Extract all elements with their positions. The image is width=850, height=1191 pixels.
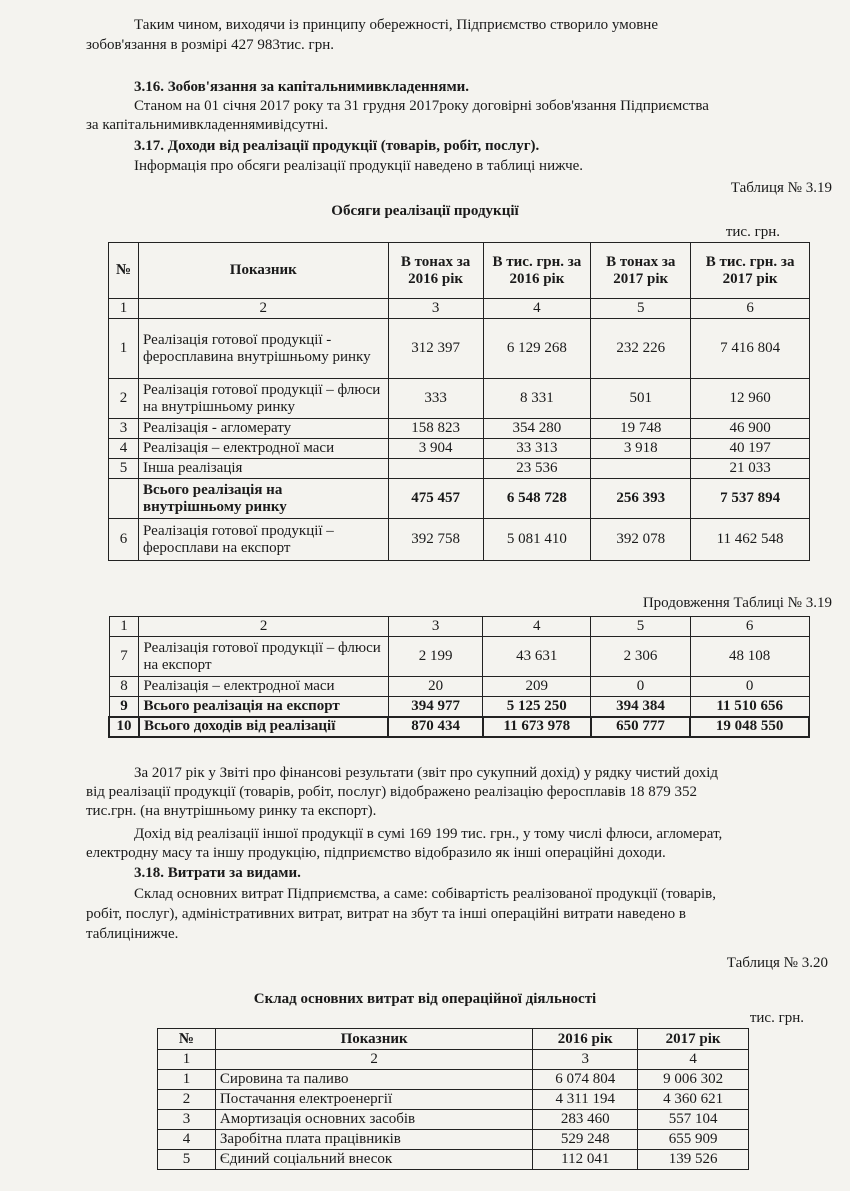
cell-value: 392 758 [388, 519, 483, 561]
cell-value: 7 416 804 [691, 319, 810, 379]
header-cell: 2016 рік [533, 1029, 638, 1050]
table-3-19-number: Таблиця № 3.19 [730, 180, 832, 196]
cell-value: 4 360 621 [638, 1090, 749, 1110]
cell-value: 392 078 [591, 519, 691, 561]
header-cell: Показник [215, 1029, 532, 1050]
row-label: Амортизація основних засобів [215, 1110, 532, 1130]
row-number: 9 [109, 697, 139, 717]
after-paragraph-2-line-2: електродну масу та іншу продукцію, підприємство відобразило як інші операційні доходи. [86, 845, 666, 861]
cell-value: 312 397 [388, 319, 483, 379]
cell-value: 12 960 [691, 379, 810, 419]
row-label: Заробітна плата працівників [215, 1130, 532, 1150]
row-label: Реалізація готової продукції – феросплави на експорт [138, 519, 388, 561]
column-number: 5 [591, 617, 691, 637]
after-paragraph-1-line-2: від реалізації продукції (товарів, робіт, послуг) відображено реалізацію феросплавів 18 879 352 [86, 784, 698, 800]
row-label: Реалізація готової продукції - феросплавина внутрішньому ринку [138, 319, 388, 379]
column-number: 2 [139, 617, 388, 637]
table-grand-total-row [109, 717, 809, 737]
table-header-row [158, 1029, 749, 1050]
intro-line-2: зобов'язання в розмірі 427 983тис. грн. [86, 37, 334, 53]
column-number: 1 [109, 299, 139, 319]
cell-value: 557 104 [638, 1110, 749, 1130]
cell-value: 19 748 [591, 419, 691, 439]
cell-value: 650 777 [591, 717, 691, 737]
row-number: 8 [109, 677, 139, 697]
cell-value: 158 823 [388, 419, 483, 439]
row-number: 5 [109, 459, 139, 479]
cell-value: 21 033 [691, 459, 810, 479]
column-number: 1 [158, 1050, 216, 1070]
column-number-row [109, 617, 809, 637]
column-number-row [109, 299, 810, 319]
cell-value: 4 311 194 [533, 1090, 638, 1110]
cell-value: 46 900 [691, 419, 810, 439]
row-number: 1 [109, 319, 139, 379]
column-number: 4 [638, 1050, 749, 1070]
table-row [109, 419, 810, 439]
cell-value: 112 041 [533, 1150, 638, 1170]
column-number: 6 [691, 299, 810, 319]
row-number [109, 479, 139, 519]
column-number: 4 [483, 617, 591, 637]
column-number: 2 [215, 1050, 532, 1070]
table-row [109, 379, 810, 419]
cell-value: 20 [388, 677, 483, 697]
cell-value: 5 125 250 [483, 697, 591, 717]
cell-value: 11 462 548 [691, 519, 810, 561]
section-3-16-text-2: за капітальнимивкладеннямивідсутні. [86, 117, 329, 133]
cell-value: 2 199 [388, 637, 483, 677]
cell-value: 19 048 550 [690, 717, 809, 737]
row-label: Інша реалізація [138, 459, 388, 479]
cell-value: 283 460 [533, 1110, 638, 1130]
cell-value: 7 537 894 [691, 479, 810, 519]
table-3-19-continuation [108, 616, 810, 738]
cell-value: 23 536 [483, 459, 591, 479]
cell-value: 529 248 [533, 1130, 638, 1150]
cell-value [388, 459, 483, 479]
header-cell: Показник [138, 243, 388, 299]
table-row [109, 459, 810, 479]
row-number: 5 [158, 1150, 216, 1170]
row-label: Всього реалізація на внутрішньому ринку [138, 479, 388, 519]
table-row [109, 637, 809, 677]
section-3-17-heading: 3.17. Доходи від реалізації продукції (товарів, робіт, послуг). [134, 138, 540, 154]
cell-value: 3 904 [388, 439, 483, 459]
cell-value: 394 977 [388, 697, 483, 717]
cell-value: 11 510 656 [690, 697, 809, 717]
column-number-row [158, 1050, 749, 1070]
row-number: 3 [158, 1110, 216, 1130]
cell-value: 2 306 [591, 637, 691, 677]
table-row [109, 439, 810, 459]
table-3-19-unit: тис. грн. [725, 224, 780, 240]
header-cell: В тонах за 2016 рік [388, 243, 483, 299]
cell-value: 6 129 268 [483, 319, 591, 379]
column-number: 3 [388, 617, 483, 637]
row-label: Всього реалізація на експорт [139, 697, 388, 717]
table-row [109, 519, 810, 561]
cell-value: 333 [388, 379, 483, 419]
cell-value: 6 548 728 [483, 479, 591, 519]
cell-value: 475 457 [388, 479, 483, 519]
table-total-row [109, 479, 810, 519]
table-3-19 [108, 242, 810, 561]
after-paragraph-1-line-3: тис.грн. (на внутрішньому ринку та експорт). [86, 803, 377, 819]
row-number: 10 [109, 717, 139, 737]
row-number: 3 [109, 419, 139, 439]
row-number: 6 [109, 519, 139, 561]
cell-value: 209 [483, 677, 591, 697]
cell-value: 655 909 [638, 1130, 749, 1150]
cell-value: 3 918 [591, 439, 691, 459]
after-paragraph-2-line-1: Дохід від реалізації іншої продукції в сумі 169 199 тис. грн., у тому числі флюси, агломерат, [134, 826, 723, 842]
column-number: 5 [591, 299, 691, 319]
cell-value: 139 526 [638, 1150, 749, 1170]
intro-line-1: Таким чином, виходячи із принципу обережності, Підприємство створило умовне [134, 17, 658, 33]
table-3-20-unit: тис. грн. [749, 1010, 804, 1026]
cell-value: 5 081 410 [483, 519, 591, 561]
section-3-18-line-3: таблицінижче. [86, 926, 179, 942]
after-paragraph-1-line-1: За 2017 рік у Звіті про фінансові результати (звіт про сукупний дохід) у рядку чистий дохід [134, 765, 718, 781]
cell-value: 0 [591, 677, 691, 697]
row-number: 1 [158, 1070, 216, 1090]
cell-value: 8 331 [483, 379, 591, 419]
row-number: 4 [109, 439, 139, 459]
header-cell: 2017 рік [638, 1029, 749, 1050]
row-number: 4 [158, 1130, 216, 1150]
cell-value: 48 108 [690, 637, 809, 677]
cell-value: 0 [690, 677, 809, 697]
section-3-18-line-1: Склад основних витрат Підприємства, а саме: собівартість реалізованої продукції (товарів, [134, 886, 716, 902]
cell-value: 354 280 [483, 419, 591, 439]
cell-value: 232 226 [591, 319, 691, 379]
row-label: Всього доходів від реалізації [139, 717, 388, 737]
table-row [158, 1110, 749, 1130]
table-row [158, 1130, 749, 1150]
header-cell: В тонах за 2017 рік [591, 243, 691, 299]
cell-value: 870 434 [388, 717, 483, 737]
cell-value [591, 459, 691, 479]
row-label: Реалізація – електродної маси [139, 677, 388, 697]
row-label: Єдиний соціальний внесок [215, 1150, 532, 1170]
table-row [109, 319, 810, 379]
column-number: 3 [388, 299, 483, 319]
header-cell: В тис. грн. за 2017 рік [691, 243, 810, 299]
header-cell: № [109, 243, 139, 299]
table-3-19-title: Обсяги реалізації продукції [331, 203, 519, 219]
section-3-18-heading: 3.18. Витрати за видами. [134, 865, 301, 881]
row-label: Реалізація готової продукції – флюси на внутрішньому ринку [138, 379, 388, 419]
section-3-16-text-1: Станом на 01 січня 2017 року та 31 грудня 2017року договірні зобов'язання Підприємства [134, 98, 709, 114]
section-3-17-text: Інформація про обсяги реалізації продукції наведено в таблиці нижче. [134, 158, 584, 174]
table-3-20 [157, 1028, 749, 1170]
cell-value: 9 006 302 [638, 1070, 749, 1090]
cell-value: 33 313 [483, 439, 591, 459]
column-number: 6 [690, 617, 809, 637]
cell-value: 394 384 [591, 697, 691, 717]
row-label: Реалізація – електродної маси [138, 439, 388, 459]
section-3-16-heading: 3.16. Зобов'язання за капітальнимивкладеннями. [134, 79, 470, 95]
column-number: 1 [109, 617, 139, 637]
cell-value: 6 074 804 [533, 1070, 638, 1090]
table-row [158, 1090, 749, 1110]
row-number: 2 [109, 379, 139, 419]
table-row [109, 677, 809, 697]
table-3-20-number: Таблиця № 3.20 [726, 955, 828, 971]
table-3-20-title: Склад основних витрат від операційної діяльності [253, 991, 597, 1007]
table-total-row [109, 697, 809, 717]
table-3-19-continuation-caption: Продовження Таблиці № 3.19 [642, 595, 832, 611]
column-number: 4 [483, 299, 591, 319]
column-number: 3 [533, 1050, 638, 1070]
row-label: Реалізація - агломерату [138, 419, 388, 439]
row-label: Постачання електроенергії [215, 1090, 532, 1110]
row-number: 2 [158, 1090, 216, 1110]
header-cell: № [158, 1029, 216, 1050]
cell-value: 11 673 978 [483, 717, 591, 737]
cell-value: 256 393 [591, 479, 691, 519]
table-row [158, 1150, 749, 1170]
row-number: 7 [109, 637, 139, 677]
table-row [158, 1070, 749, 1090]
cell-value: 501 [591, 379, 691, 419]
row-label: Реалізація готової продукції – флюси на експорт [139, 637, 388, 677]
cell-value: 43 631 [483, 637, 591, 677]
column-number: 2 [138, 299, 388, 319]
cell-value: 40 197 [691, 439, 810, 459]
row-label: Сировина та паливо [215, 1070, 532, 1090]
section-3-18-line-2: робіт, послуг), адміністративних витрат, витрат на збут та інші операційні витрати наведено в [86, 906, 686, 922]
header-cell: В тис. грн. за 2016 рік [483, 243, 591, 299]
table-header-row [109, 243, 810, 299]
